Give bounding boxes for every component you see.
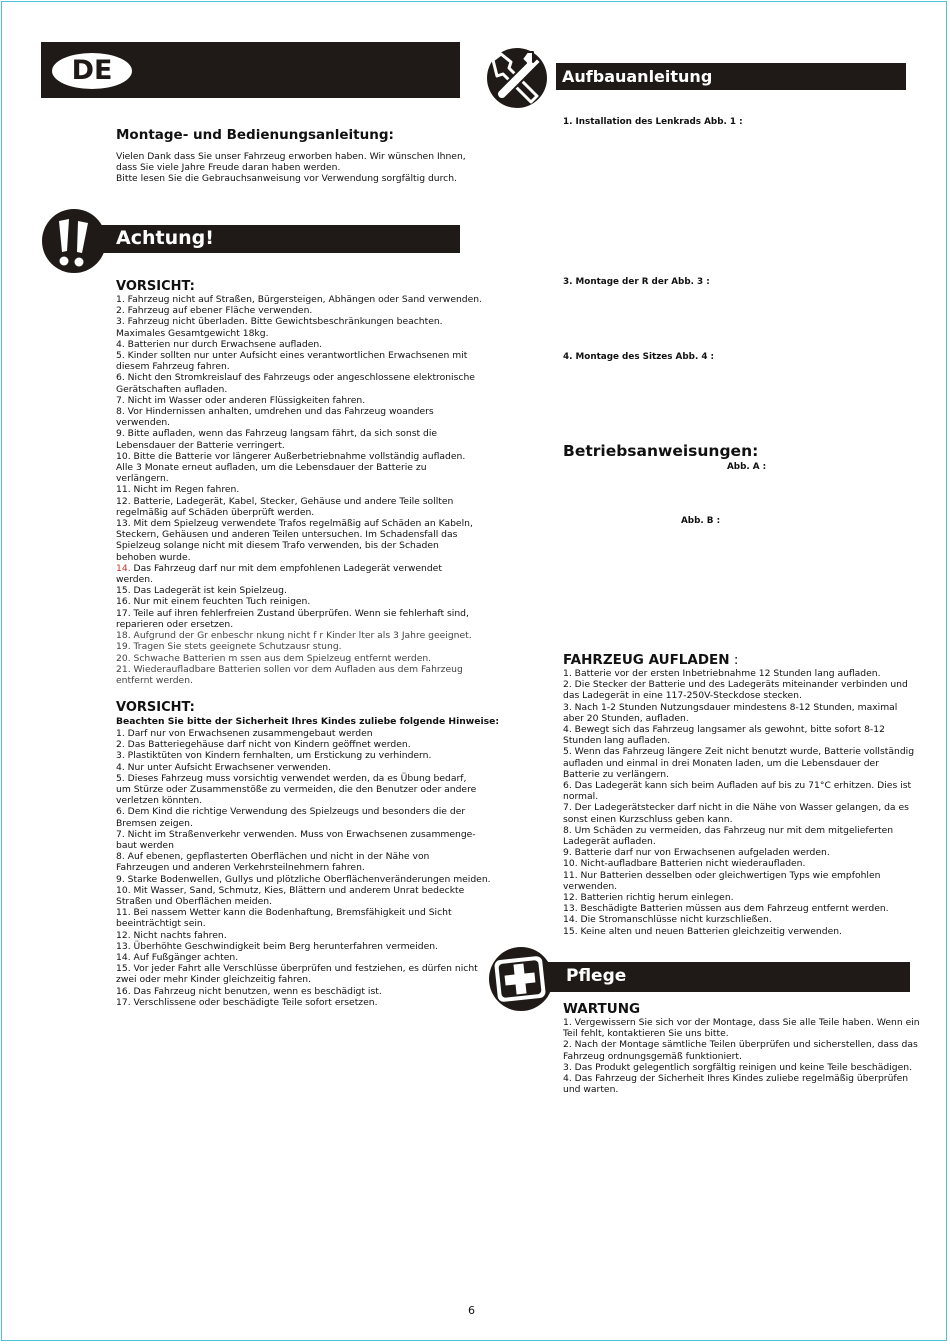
- text-line: 19. Tragen Sie stets geeignete Schutzausr stung.: [116, 641, 342, 653]
- text-line: 15. Vor jeder Fahrt alle Verschlüsse überprüfen und festziehen, es dürfen nicht: [116, 963, 478, 975]
- text-line: 2. Die Stecker der Batterie und des Ladegeräts miteinander verbinden und: [563, 679, 908, 691]
- text-line: 4. Nur unter Aufsicht Erwachsener verwenden.: [116, 761, 332, 773]
- text-line: dass Sie viele Jahre Freude daran haben werden.: [116, 162, 341, 174]
- text-line: 6. Dem Kind die richtige Verwendung des Spielzeugs und besonders die der: [116, 806, 466, 818]
- text-line: 1. Batterie vor der ersten Inbetriebnahme 12 Stunden lang aufladen.: [563, 668, 881, 679]
- text-line: 17. Verschlissene oder beschädigte Teile sofort ersetzen.: [116, 996, 378, 1008]
- vorsicht-subtitle-2: Beachten Sie bitte der Sicherheit Ihres Kindes zuliebe folgende Hinweise:: [116, 716, 500, 727]
- text-line: 16. Nur mit einem feuchten Tuch reinigen.: [116, 596, 311, 608]
- text-line: 13. Beschädigte Batterien müssen aus dem Fahrzeug entfernt werden.: [563, 903, 889, 915]
- text-line: 7. Der Ladegerätstecker darf nicht in die Nähe von Wasser gelangen, da es: [563, 802, 909, 814]
- text-line: Gerätschaften aufladen.: [116, 383, 228, 395]
- step-1-label: 1. Installation des Lenkrads Abb. 1 :: [563, 117, 743, 127]
- text-line: aber 20 Stunden, aufladen.: [563, 712, 689, 724]
- page-number: 6: [468, 1304, 475, 1317]
- text-line: 14. Die Stromanschlüsse nicht kurzschließen.: [563, 914, 772, 926]
- text-line: 11. Nur Batterien desselben oder gleichwertigen Typs wie empfohlen: [563, 869, 881, 881]
- text-line: 15. Keine alten und neuen Batterien gleichzeitig verwenden.: [563, 925, 842, 937]
- wartung-title: WARTUNG: [563, 1001, 641, 1017]
- text-line: beeinträchtigt sein.: [116, 918, 206, 930]
- vorsicht-list-1: [116, 294, 482, 686]
- text-line: sonst einen Kurzschluss geben kann.: [563, 813, 733, 825]
- text-line: aufladen und einmal in drei Monaten laden, um die Lebensdauer der: [563, 757, 879, 769]
- item-number: 14.: [116, 562, 131, 574]
- text-line: 13. Überhöhte Geschwindigkeit beim Berg herunterfahren vermeiden.: [116, 940, 438, 952]
- text-line: Straßen und Oberflächen meiden.: [116, 896, 272, 908]
- text-line: 8. Um Schäden zu vermeiden, das Fahrzeug nur mit dem mitgelieferten: [563, 824, 894, 836]
- text-line: 7. Nicht im Wasser oder anderen Flüssigkeiten fahren.: [116, 394, 366, 406]
- text-line: diesem Fahrzeug fahren.: [116, 361, 230, 373]
- abb-a-label: Abb. A :: [727, 462, 767, 472]
- text-line: 5. Kinder sollten nur unter Aufsicht eines verantwortlichen Erwachsenen mit: [116, 350, 468, 362]
- text-line: 14. Auf Fußgänger achten.: [116, 952, 239, 964]
- text-line: zwei oder mehr Kinder gleichzeitig fahren.: [116, 974, 312, 986]
- text-line: und warten.: [563, 1084, 619, 1096]
- text-line: 6. Das Ladegerät kann sich beim Aufladen auf bis zu 71°C erhitzen. Dies ist: [563, 780, 912, 792]
- text-line: 2. Fahrzeug auf ebener Fläche verwenden.: [116, 305, 313, 317]
- text-line: 5. Wenn das Fahrzeug längere Zeit nicht benutzt wurde, Batterie vollständig: [563, 746, 915, 758]
- text-line: 1. Fahrzeug nicht auf Straßen, Bürgersteigen, Abhängen oder Sand verwenden.: [116, 294, 483, 305]
- text-line: Maximales Gesamtgewicht 18kg.: [116, 327, 269, 339]
- wartung-list: [563, 1017, 920, 1095]
- aufbau-header-title: Aufbauanleitung: [562, 67, 713, 86]
- betrieb-title: Betriebsanweisungen:: [563, 442, 759, 460]
- text-line: Teil fehlt, kontaktieren Sie uns bitte.: [563, 1028, 729, 1040]
- text-line: reparieren oder ersetzen.: [116, 618, 234, 630]
- text-line: 9. Batterie darf nur von Erwachsenen aufgeladen werden.: [563, 847, 830, 859]
- text-line: 10. Bitte die Batterie vor längerer Außerbetriebnahme vollständig aufladen.: [116, 450, 466, 462]
- text-line: 2. Das Batteriegehäuse darf nicht von Kindern geöffnet werden.: [116, 739, 411, 751]
- laden-title: [563, 652, 738, 668]
- text-line: verwenden.: [116, 417, 171, 429]
- abb-b-label: Abb. B :: [681, 516, 721, 526]
- text-line: Alle 3 Monate erneut aufladen, um die Lebensdauer der Batterie zu: [116, 462, 427, 474]
- text-line: Steckern, Gehäusen und anderen Teilen untersuchen. Im Schadensfall das: [116, 529, 458, 541]
- step-4-label: 4. Montage des Sitzes Abb. 4 :: [563, 352, 715, 362]
- text-line: Bitte lesen Sie die Gebrauchsanweisung vor Verwendung sorgfältig durch.: [116, 173, 457, 185]
- text-line: 7. Nicht im Straßenverkehr verwenden. Muss von Erwachsenen zusammenge-: [116, 828, 476, 840]
- text-line: Stunden lang aufladen.: [563, 735, 671, 747]
- text-line: 3. Plastiktüten von Kindern fernhalten, um Erstickung zu verhindern.: [116, 750, 432, 762]
- text-line: um Stürze oder Zusammenstöße zu vermeiden, die den Benutzer oder andere: [116, 784, 477, 796]
- text-line: Batterie zu verlängern.: [563, 768, 669, 780]
- text-line: 17. Teile auf ihren fehlerfreien Zustand überprüfen. Wenn sie fehlerhaft sind,: [116, 607, 469, 619]
- text-line: 16. Das Fahrzeug nicht benutzen, wenn es beschädigt ist.: [116, 985, 382, 997]
- vorsicht-title-2: VORSICHT:: [116, 700, 195, 715]
- text-line: 1. Darf nur von Erwachsenen zusammengebaut werden: [116, 728, 373, 739]
- text-line: 9. Starke Bodenwellen, Gullys und plötzliche Oberflächenveränderungen meiden.: [116, 873, 491, 885]
- text-line: Vielen Dank dass Sie unser Fahrzeug erworben haben. Wir wünschen Ihnen,: [116, 151, 466, 162]
- text-line: 8. Auf ebenen, gepflasterten Oberflächen und nicht in der Nähe von: [116, 851, 430, 863]
- text-line: baut werden: [116, 840, 174, 852]
- text-line: regelmäßig auf Schäden überprüft werden.: [116, 506, 315, 518]
- text-line: behoben wurde.: [116, 551, 191, 563]
- pflege-header-title: Pflege: [566, 966, 627, 986]
- text-line: 4. Das Fahrzeug der Sicherheit Ihres Kindes zuliebe regelmäßig überprüfen: [563, 1073, 909, 1085]
- text-line: 10. Mit Wasser, Sand, Schmutz, Kies, Blättern und anderem Unrat bedeckte: [116, 884, 465, 896]
- intro-text: [116, 151, 466, 185]
- text-line: 13. Mit dem Spielzeug verwendete Trafos regelmäßig auf Schäden an Kabeln,: [116, 518, 473, 530]
- text-line: 1. Vergewissern Sie sich vor der Montage, dass Sie alle Teile haben. Wenn ein: [563, 1017, 920, 1028]
- text-line: 11. Bei nassem Wetter kann die Bodenhaftung, Bremsfähigkeit und Sicht: [116, 907, 452, 919]
- step-3-label: 3. Montage der R der Abb. 3 :: [563, 277, 710, 287]
- text-line: 11. Nicht im Regen fahren.: [116, 484, 240, 496]
- text-line: 4. Batterien nur durch Erwachsene aufladen.: [116, 338, 323, 350]
- text-line: 4. Bewegt sich das Fahrzeug langsamer als gewohnt, bitte sofort 8-12: [563, 724, 885, 736]
- first-aid-icon: [486, 944, 556, 1014]
- text-line: 21. Wiederaufladbare Batterien sollen vor dem Aufladen aus dem Fahrzeug: [116, 663, 463, 675]
- exclamation-warning-icon: [40, 207, 108, 275]
- text-line: 18. Aufgrund der Gr enbeschr nkung nicht f r Kinder lter als 3 Jahre geeignet.: [116, 630, 472, 642]
- laden-title-text: FAHRZEUG AUFLADEN: [563, 652, 730, 668]
- tools-icon: [481, 42, 553, 114]
- text-line: 3. Fahrzeug nicht überladen. Bitte Gewichtsbeschränkungen beachten.: [116, 316, 443, 328]
- text-line: 3. Nach 1-2 Stunden Nutzungsdauer mindestens 8-12 Stunden, maximal: [563, 701, 898, 713]
- text-line: 12. Batterie, Ladegerät, Kabel, Stecker, Gehäuse und andere Teile sollten: [116, 495, 454, 507]
- text-line: 2. Nach der Montage sämtliche Teilen überprüfen und sicherstellen, dass das: [563, 1039, 918, 1051]
- text-line: Ladegerät aufladen.: [563, 836, 656, 848]
- text-line: 9. Bitte aufladen, wenn das Fahrzeug langsam fährt, da sich sonst die: [116, 428, 438, 440]
- text-line: verlängern.: [116, 473, 169, 485]
- text-line: Spielzeug solange nicht mit diesem Trafo verwenden, bis der Schaden: [116, 540, 439, 552]
- text-line: 15. Das Ladegerät ist kein Spielzeug.: [116, 585, 287, 597]
- text-line: 10. Nicht-aufladbare Batterien nicht wiederaufladen.: [563, 858, 806, 870]
- language-badge-text: DE: [71, 55, 113, 86]
- laden-list: [563, 668, 914, 937]
- text-line: Lebensdauer der Batterie verringert.: [116, 439, 285, 451]
- intro-title: Montage- und Bedienungsanleitung:: [116, 127, 394, 143]
- text-line: werden.: [116, 574, 154, 586]
- text-line: entfernt werden.: [116, 674, 193, 686]
- vorsicht-list-2: [116, 728, 491, 1008]
- text-line: 12. Batterien richtig herum einlegen.: [563, 892, 734, 904]
- text-line: Fahrzeug ordnungsgemäß funktioniert.: [563, 1050, 742, 1062]
- text-line: verletzen könnten.: [116, 795, 203, 807]
- text-line: 12. Nicht nachts fahren.: [116, 929, 227, 941]
- text-line: verwenden.: [563, 880, 618, 892]
- text-line: 3. Das Produkt gelegentlich sorgfältig reinigen und keine Teile beschädigen.: [563, 1061, 912, 1073]
- text-line: [116, 563, 482, 574]
- text-line: Bremsen zeigen.: [116, 817, 193, 829]
- text-line: normal.: [563, 791, 599, 803]
- text-line: 6. Nicht den Stromkreislauf des Fahrzeugs oder angeschlossene elektronische: [116, 372, 475, 384]
- achtung-header-title: Achtung!: [116, 227, 214, 249]
- text-line: Fahrzeugen und anderen Verkehrsteilnehmern fahren.: [116, 862, 365, 874]
- vorsicht-title-1: VORSICHT:: [116, 279, 195, 294]
- text-line: 5. Dieses Fahrzeug muss vorsichtig verwendet werden, da es Übung bedarf,: [116, 772, 467, 784]
- item-text: Das Fahrzeug darf nur mit dem empfohlenen Ladegerät verwendet: [130, 562, 442, 574]
- text-line: 8. Vor Hindernissen anhalten, umdrehen und das Fahrzeug woanders: [116, 406, 434, 418]
- text-line: 20. Schwache Batterien m ssen aus dem Spielzeug entfernt werden.: [116, 652, 432, 664]
- laden-title-colon: :: [729, 652, 739, 668]
- text-line: das Ladegerät in eine 117-250V-Steckdose stecken.: [563, 690, 802, 702]
